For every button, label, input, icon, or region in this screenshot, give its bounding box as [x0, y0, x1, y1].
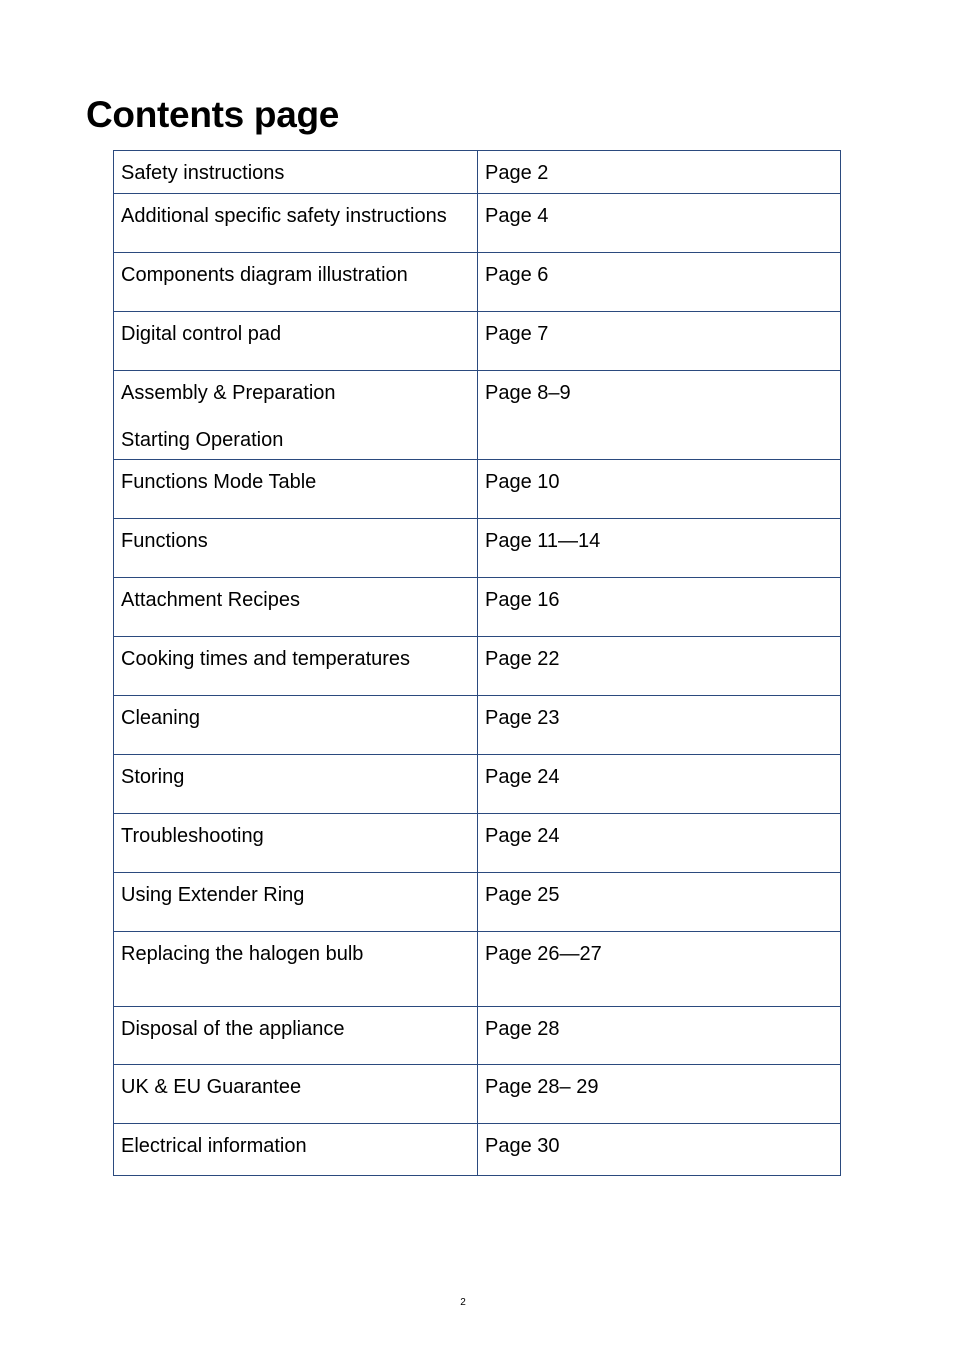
section-title-cell	[114, 1007, 478, 1065]
section-title: Attachment Recipes	[121, 589, 300, 611]
section-title: Starting Operation	[121, 429, 284, 451]
section-title-cell	[114, 1065, 478, 1124]
section-title: Assembly & Preparation	[121, 382, 336, 404]
page-ref: Page 16	[485, 589, 560, 611]
section-title: Cleaning	[121, 707, 200, 729]
page-ref: Page 28	[485, 1018, 560, 1040]
section-title-cell	[114, 696, 478, 755]
page-ref-cell	[478, 1007, 841, 1065]
page-ref-cell	[478, 637, 841, 696]
table-row	[114, 873, 841, 932]
page-ref: Page 23	[485, 707, 560, 729]
page-ref-cell	[478, 194, 841, 253]
table-row	[114, 814, 841, 873]
page-ref: Page 7	[485, 323, 549, 345]
page-ref: Page 4	[485, 205, 549, 227]
page-ref-cell	[478, 1065, 841, 1124]
page-ref: Page 6	[485, 264, 549, 286]
page-ref: Page 11—14	[485, 530, 601, 552]
page-ref: Page 10	[485, 471, 560, 493]
section-title-cell	[114, 578, 478, 637]
section-title-cell	[114, 312, 478, 371]
section-title: Components diagram illustration	[121, 264, 408, 286]
page-ref-cell	[478, 253, 841, 312]
section-title-cell	[114, 637, 478, 696]
page-ref-cell	[478, 814, 841, 873]
section-title: Functions Mode Table	[121, 471, 317, 493]
page-ref-cell	[478, 755, 841, 814]
section-title: Safety instructions	[121, 162, 285, 184]
page-ref: Page 24	[485, 825, 560, 847]
page-number: 2	[460, 1297, 466, 1308]
page-ref-cell	[478, 873, 841, 932]
table-row	[114, 253, 841, 312]
table-row	[114, 194, 841, 253]
page-ref-cell	[478, 1124, 841, 1176]
section-title-cell	[114, 460, 478, 519]
section-title: Disposal of the appliance	[121, 1018, 345, 1040]
page-ref-cell	[478, 932, 841, 1007]
section-title: Troubleshooting	[121, 825, 264, 847]
section-title-cell	[114, 194, 478, 253]
table-row	[114, 371, 841, 460]
page-ref: Page 8–9	[485, 382, 571, 404]
table-row	[114, 578, 841, 637]
page-ref-cell	[478, 371, 841, 460]
page-ref-cell	[478, 696, 841, 755]
contents-table	[113, 150, 841, 1176]
section-title: Additional specific safety instructions	[121, 205, 447, 227]
page-ref: Page 26—27	[485, 943, 602, 965]
page-ref: Page 22	[485, 648, 560, 670]
section-title-cell	[114, 371, 478, 460]
section-title: Replacing the halogen bulb	[121, 943, 364, 965]
table-row	[114, 312, 841, 371]
table-row	[114, 637, 841, 696]
section-title-cell	[114, 151, 478, 194]
section-title: Digital control pad	[121, 323, 282, 345]
page-ref-cell	[478, 578, 841, 637]
table-row	[114, 696, 841, 755]
section-title: Cooking times and temperatures	[121, 648, 411, 670]
page-ref-cell	[478, 151, 841, 194]
table-row	[114, 1007, 841, 1065]
table-row	[114, 460, 841, 519]
section-title-cell	[114, 755, 478, 814]
section-title: Storing	[121, 766, 185, 788]
page-ref-cell	[478, 312, 841, 371]
section-title: Functions	[121, 530, 208, 552]
table-row	[114, 151, 841, 194]
page-ref: Page 30	[485, 1135, 560, 1157]
page-ref-cell	[478, 460, 841, 519]
section-title-cell	[114, 932, 478, 1007]
section-title-cell	[114, 873, 478, 932]
section-title-cell	[114, 814, 478, 873]
section-title-cell	[114, 519, 478, 578]
section-title: Electrical information	[121, 1135, 307, 1157]
page-ref: Page 2	[485, 162, 549, 184]
page-ref: Page 24	[485, 766, 560, 788]
table-row	[114, 519, 841, 578]
table-row	[114, 1124, 841, 1176]
table-row	[114, 932, 841, 1007]
section-title: Using Extender Ring	[121, 884, 305, 906]
page-ref-cell	[478, 519, 841, 578]
section-title-cell	[114, 253, 478, 312]
page-title: Contents page	[86, 94, 340, 135]
page-ref: Page 25	[485, 884, 560, 906]
section-title-cell	[114, 1124, 478, 1176]
table-row	[114, 1065, 841, 1124]
section-title: UK & EU Guarantee	[121, 1076, 302, 1098]
page-ref: Page 28– 29	[485, 1076, 599, 1098]
table-row	[114, 755, 841, 814]
